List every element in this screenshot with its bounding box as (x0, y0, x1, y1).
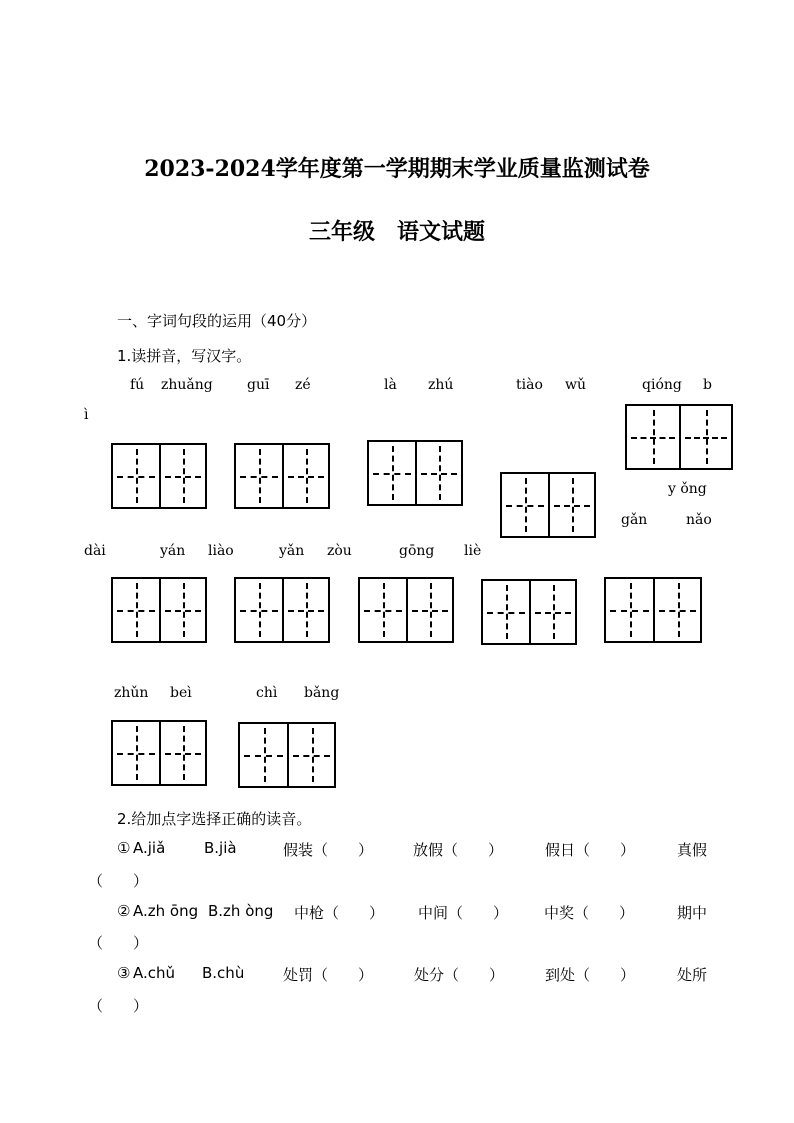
word-blank[interactable]: 处罚（ ） (283, 966, 374, 984)
pinyin: zhú (428, 377, 454, 393)
pinyin: ì (84, 407, 89, 423)
pinyin: bǎng (304, 685, 340, 701)
pinyin: fú (130, 377, 145, 393)
pinyin: là (384, 377, 397, 393)
writing-grid[interactable] (625, 404, 733, 470)
writing-grid[interactable] (358, 577, 454, 643)
item-number: ① (117, 839, 131, 857)
pinyin: guī (247, 377, 270, 393)
pinyin: liè (464, 543, 482, 559)
pinyin: zé (295, 377, 311, 393)
writing-grid[interactable] (238, 722, 336, 788)
option-b: B.zh òng (208, 902, 274, 920)
word-blank[interactable]: 处分（ ） (414, 966, 505, 984)
writing-grid[interactable] (111, 720, 207, 786)
pinyin: qióng (642, 377, 682, 393)
item-number: ② (117, 902, 131, 920)
word-blank: 期中 (677, 904, 708, 922)
option-b: B.chù (202, 964, 245, 982)
word-blank[interactable]: 假日（ ） (545, 841, 636, 859)
answer-blank[interactable]: （ ） (88, 872, 149, 890)
pinyin: tiào (516, 377, 543, 393)
pinyin: zhuǎng (161, 377, 213, 393)
section-heading: 一、字词句段的运用（40分） (117, 312, 317, 330)
word-blank[interactable]: 中奖（ ） (544, 904, 635, 922)
word-blank: 真假 (677, 841, 708, 859)
word-blank[interactable]: 放假（ ） (413, 841, 504, 859)
word-blank: 处所 (677, 966, 708, 984)
option-a: A.zh ōng (133, 902, 199, 920)
writing-grid[interactable] (500, 472, 596, 538)
pinyin: nǎo (686, 512, 712, 528)
writing-grid[interactable] (234, 577, 330, 643)
pinyin: liào (208, 543, 234, 559)
word-blank[interactable]: 假装（ ） (283, 841, 374, 859)
pinyin: beì (170, 685, 192, 701)
answer-blank[interactable]: （ ） (88, 934, 149, 952)
writing-grid[interactable] (234, 443, 330, 509)
word-blank[interactable]: 中间（ ） (418, 904, 509, 922)
writing-grid[interactable] (111, 577, 207, 643)
pinyin: yán (160, 543, 186, 559)
writing-grid[interactable] (481, 579, 577, 645)
option-a: A.chǔ (133, 964, 176, 982)
word-blank[interactable]: 中枪（ ） (294, 904, 385, 922)
pinyin: chì (256, 685, 278, 701)
word-blank[interactable]: 到处（ ） (545, 966, 636, 984)
pinyin: y ǒng (668, 481, 707, 497)
pinyin: wǔ (565, 377, 586, 393)
pinyin: zòu (327, 543, 352, 559)
item-number: ③ (117, 964, 131, 982)
pinyin: gǎn (621, 512, 648, 528)
option-a: A.jiǎ (133, 839, 166, 857)
answer-blank[interactable]: （ ） (88, 997, 149, 1015)
pinyin: b (703, 377, 712, 393)
exam-subtitle: 三年级 语文试题 (308, 219, 485, 245)
option-b: B.jià (204, 839, 237, 857)
writing-grid[interactable] (111, 443, 207, 509)
question-1-prompt: 1.读拼音，写汉字。 (117, 347, 252, 365)
question-2-prompt: 2.给加点字选择正确的读音。 (117, 810, 312, 828)
exam-title: 2023-2024学年度第一学期期末学业质量监测试卷 (144, 156, 650, 182)
pinyin: dài (84, 543, 106, 559)
pinyin: yǎn (279, 543, 305, 559)
writing-grid[interactable] (604, 577, 702, 643)
pinyin: zhǔn (114, 685, 149, 701)
writing-grid[interactable] (367, 440, 463, 506)
pinyin: gōng (399, 543, 435, 559)
